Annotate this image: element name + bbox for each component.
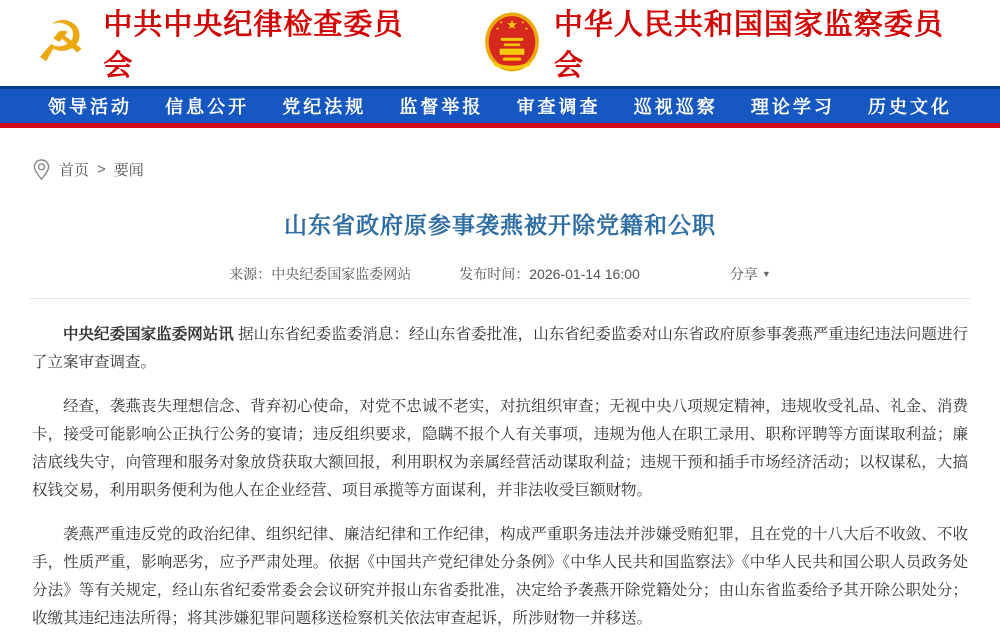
- party-emblem-icon: ☭: [35, 10, 86, 75]
- nav-item-info-disclosure[interactable]: 信息公开: [165, 97, 250, 117]
- breadcrumb-current[interactable]: 要闻: [113, 162, 144, 179]
- main-nav: [0, 86, 1000, 123]
- nsc-title: 中华人民共和国国家监察委员会: [553, 9, 944, 82]
- nav-item-investigation[interactable]: 审查调查: [516, 97, 601, 117]
- nav-item-supervision-report[interactable]: 监督举报: [399, 97, 484, 117]
- article-meta: [0, 264, 1000, 284]
- article-source: [229, 264, 411, 284]
- paragraph-3-text: 袭燕严重违反党的政治纪律、组织纪律、廉洁纪律和工作纪律，构成严重职务违法并涉嫌受贿犯罪，且在党的十八大后不收敛、不收手，性质严重，影响恶劣，应予严肃处理。依据《中国共产党纪律处分条例》《中华人民共和国监察法》《中华人民共和国公职人员政务处分法》等有关规定，经山东省纪委常委会会议研究并报山东省委批准，决定给予袭燕开除党籍处分；由山东省监委给予其开除公职处分；收缴其违纪违法所得；将其涉嫌犯罪问题移送检察机关依法审查起诉，所涉财物一并移送。: [32, 526, 968, 627]
- paragraph-1: [32, 321, 968, 377]
- breadcrumb-home[interactable]: 首页: [59, 162, 90, 179]
- article-body: [0, 299, 1000, 633]
- source-value: 中央纪委国家监委网站: [271, 266, 412, 282]
- article-title: 山东省政府原参事袭燕被开除党籍和公职: [284, 212, 716, 238]
- paragraph-1-lead: 中央纪委国家监委网站讯: [63, 326, 239, 343]
- location-pin-icon: [32, 158, 51, 181]
- ccdi-title: 中共中央纪律检查委员会: [103, 9, 404, 82]
- paragraph-2-text: 经查，袭燕丧失理想信念、背弃初心使命，对党不忠诚不老实，对抗组织审查；无视中央八项规定精神，违规收受礼品、礼金、消费卡，接受可能影响公正执行公务的宴请；违反组织要求，隐瞒不报个人有关事项，违规为他人在职工录用、职称评聘等方面谋取利益；廉洁底线失守，向管理和服务对象放贷获取大额回报，利用职权为亲属经营活动谋取利益；违规干预和插手市场经济活动；以权谋私，大搞权钱交易，利用职务便利为他人在企业经营、项目承揽等方面谋利，并非法收受巨额财物。: [32, 398, 968, 499]
- national-emblem-icon: [482, 11, 541, 75]
- nav-item-history-culture[interactable]: 历史文化: [867, 97, 952, 117]
- red-stripe-divider: [0, 123, 1000, 128]
- time-label: 发布时间：: [459, 266, 530, 282]
- share-label: 分享: [729, 266, 758, 282]
- time-value: 2026-01-14 16:00: [529, 266, 640, 282]
- article: [0, 207, 1000, 633]
- paragraph-2: [32, 393, 968, 505]
- nav-item-party-regulations[interactable]: 党纪法规: [282, 97, 367, 117]
- caret-down-icon: ▼: [761, 269, 771, 279]
- ccdi-logo-link[interactable]: [30, 2, 430, 84]
- share-button[interactable]: [730, 264, 771, 284]
- nav-item-theory-study[interactable]: 理论学习: [750, 97, 835, 117]
- nav-item-inspection-tours[interactable]: 巡视巡察: [633, 97, 718, 117]
- breadcrumb: [32, 158, 1000, 181]
- article-publish-time: [459, 264, 640, 284]
- paragraph-1-text: 据山东省纪委监委消息：经山东省委批准，山东省纪委监委对山东省政府原参事袭燕严重违纪违法问题进行了立案审查调查。: [32, 326, 968, 371]
- paragraph-3: [32, 521, 968, 633]
- site-header: [0, 0, 1000, 86]
- breadcrumb-separator: >: [97, 161, 106, 178]
- nsc-logo-link[interactable]: [482, 2, 970, 84]
- source-label: 来源：: [229, 266, 272, 282]
- nav-item-leadership[interactable]: 领导活动: [48, 97, 132, 117]
